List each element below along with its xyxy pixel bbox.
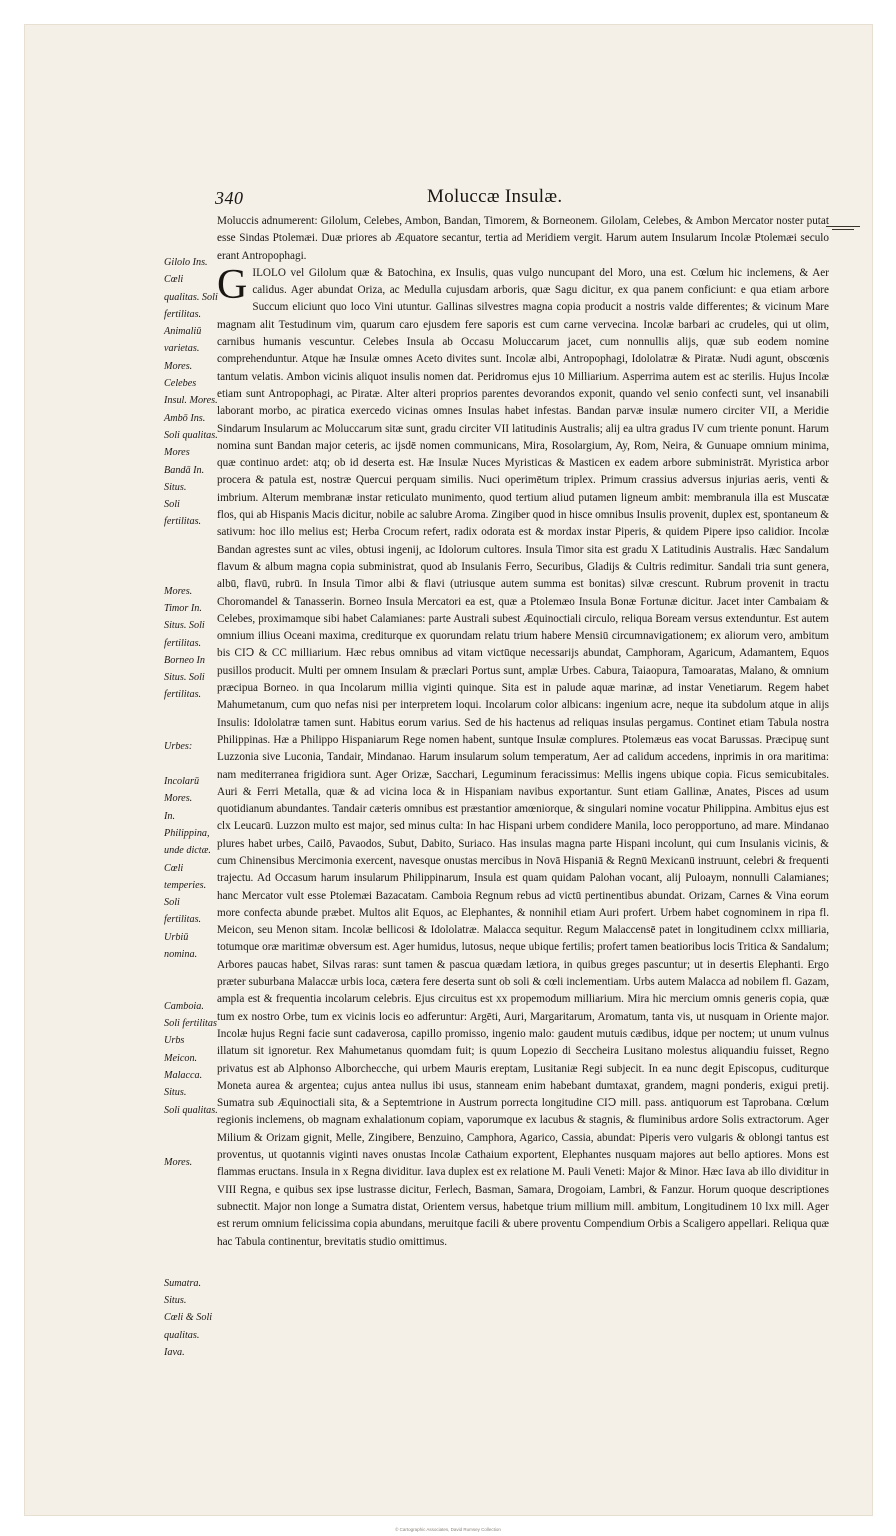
- margin-note: Mores.: [164, 1156, 193, 1168]
- margin-note: Soli qualitas. Mores: [164, 430, 218, 459]
- margin-note: Bandā In.: [164, 464, 205, 476]
- margin-note: Timor In.: [164, 603, 202, 614]
- margin-note: Urbes:: [164, 741, 193, 753]
- margin-note: Cœli temperies.: [164, 862, 207, 891]
- drop-cap-initial: G: [217, 261, 248, 308]
- margin-note: Mores.: [164, 585, 193, 597]
- footer-credit: © Cartographic Associates, David Rumsey Collection: [395, 1527, 501, 1532]
- page-header: [215, 188, 825, 212]
- margin-note: Situs.: [164, 1295, 187, 1306]
- pen-stroke: [826, 226, 860, 227]
- margin-note: Soli qualitas.: [164, 1104, 218, 1116]
- margin-note: Soli fertilitas.: [164, 897, 202, 926]
- intro-paragraph: Moluccis adnumerent: Gilolum, Celebes, Ambon, Bandan, Timorem, & Borneonem. Gilolam, Celebes, & Ambon Mercator noster putat esse Sindas Ptolemæi. Duæ priores ab Æquatore secantur, tertia ad Meridiem vergit. Harum autem Insularum Incolæ Ptolemæi seculo erant Antropophagi.: [217, 215, 829, 262]
- margin-note: Meicon.: [164, 1052, 198, 1064]
- margin-note: Celebes Insul. Mores.: [164, 378, 218, 407]
- main-paragraph-text: ILOLO vel Gilolum quæ & Batochina, ex Insulis, quas vulgo nuncupant del Moro, una est. Cœlum hic inclemens, & Aer calidus. Ager abundat Oriza, ac Medulla cujusdam arboris, quæ Sagu dicitur, ex qua panem conficiunt: e qua etiam arbore Succum eliciunt quo loco Vini utuntur. Gallinas silvestres magna copia producit a nostris valde differentes; & vicinum Mare magnam alit Testudinum vim, quarum caro ejusdem fere saporis est cum carne vervecina. Incolæ barbari ac crudeles, qui ut olim, carnibus humanis vescuntur. Celebes Insula ab Occasu Moluccarum jacet, cum nonnullis alijs, quæ sub eodem nomine comprehenduntur. Atque hæ Insulæ omnes Aceto divites sunt. Incolæ albi, Antropophagi, Idololatræ & Piratæ. Nudi agunt, obscœnis tantum velatis. Ambon vicinis aliquot insulis nomen dat. Peridromus ejus 10 Milliarium. Asperrima autem est ac sterilis. Hujus Incolæ etiam sunt Antropophagi, ac Piratæ. Alter alteri proprios parentes devorandos exponit, quando vel senio confecti sunt, vel insanabili laborant morbo, ac piratica exercedo vicinas omnes Insulas habet infestas. Bandan parvæ insulæ numero circiter VII, a Meridie Sindarum Insularum ac Moluccarum sitæ sunt, gradu circiter VII latitudinis Australis; alij ea ultra gradus IV cum triente ponunt. Harum nomina sunt Bandan major ceteris, ac ijsdē nomen communicans, Mira, Rosolargium, Ay, Rom, Neira, & Gunuape omnium minima, quæ continuo ardet: atq; ob id deserta est. Hæ Insulæ Nuces Myristicas & Masticen ex eadem arbore subministrāt. Myristica arbor procera & patula est, nostræ Quercui perquam similis. Nuci operimētum triplex. Primum crassius adversus injurias aeris, venti & imbrium. Alterum membranæ instar reticulato munimento, quod tertium aliud putamen ligneum ambit: membranula illa est Muscatæ flos, qui ab Hispanis Macis dicitur, nobile ac salubre Aroma. Zingiber quod in hisce omnibus Insulis provenit, duplex est, spontaneum & sativum: hoc illo melius est; Herba Crocum refert, radix odorata est & mordax instar Piperis, & quidem Pipere ipso calidior. Incolæ Bandan agrestes sunt ac viles, obtusi ingenij, ac Idolorum cultores. Insula Timor sita est gradu X Latitudinis Australis. Hæc Sandalum flavum & album magna copia subministrat, quod ab Insulanis Ferro, Securibus, Gladijs & Cultris redimitur. Sandali tria sunt genera, albū, flavū, rubrū. In Insula Timor albi & flavi (utriusque autem summa est bonitas) silvæ crescunt. Rubrum provenit in tractu Choromandel & Tanasserin. Borneo Insula Mercatori ea est, quæ a Ptolemæo Insula Bonæ Fortunæ dicitur. Jacet inter Cambaiam & Celebes, proximamque sibi habet Calamianes: parte Australi subest Æquinoctiali circulo, reliqua Boream versus extenduntur. Est autem omnium illius Oceani maxima, crediturque ex quorundam relatu trium habere Mensiū circumnavigationem; ex aliorum vero, ambitum bis CIↃ & CC milliarium. Hæc rebus omnibus ad vitam victūque necessarijs abundat, Camphoram, Agaricum, Adamantem, Equos pusillos producit. Multi per omnem Insulam & præclari Portus sunt, amplæ Urbes. Cabura, Taiaopura, Tamoaratas, Malano, & omnium præcipua Borneo. in qua Incolarum millia viginti quinque. Sita est in palude aquæ marinæ, ad instar Venetiarum. Regem habet Mahumetanum, cum quo nefas nisi per interpretem loqui. Incolarum color albicans: ingenium acre, neque ita subdolum atque in alijs Insulis: Idololatræ tamen sunt. Habitus eorum varius. Sed de his hactenus ad reliquas insulas pergamus. Continet etiam Tabula nostra Philippinas. Hæ a Philippo Hispaniarum Rege nomen habent, suntque Insulæ complures. Ptolemæus eas vocat Barussas. Præcipuę sunt Luzzonia sive Luconia, Tandair, Mindanao. Harum insularum solum temperatum, Aer ad calidum accedens, inprimis in ora maritima: nam mediterranea frigidiora sunt. Ager Orizæ, Sacchari, Leguminum feracissimus: Mellis ingens ubique copia. Ficus semicubitales. Auri & Ferri Metalla, quæ & ad vicina loca & in Hispaniam navibus exportantur. Sunt etiam Gallinæ, Anates, Pisces ad usum quotidianum abundantes. Tandair cæteris omnibus est præstantior amœniorque, & singulari nomine vocatur Philippina. Ambitus ejus est clx Leucarū. Luzzon multo est major, sed minus culta: In hac Hispani urbem condidere Manila, loco peropportuno, ad mare. Mindanao plures habet urbes, Cailō, Pavaodos, Subut, Dabito, Suriaco. Has insulas magna parte Hispani incolunt, qui cum Insulanis vicinis, & cum Chinensibus Mercimonia exercent, navesque onustas mercibus in Novā Hispaniā & Regnū Mexicanū instruunt, celebri & frequenti trajectu. Ad Occasum harum insularum Philippinarum, Insula est quam quidam Palohan vocant, alij Puloaym, nonnulli Calamianes; hanc Mercator vult esse Ptolemæi Bazacatam. Camboia Regnum rebus ad victū pertinentibus abundat. Orizam, Carnes & Vina eorum more confecta abunde præbet. Multos alit Equos, ac Elephantes, & nonnihil etiam Auri profert. Urbem habet cognominem in ripa fl. Meicon, seu Menon sitam. Incolæ bellicosi & Idololatræ. Malacca sequitur. Regum Malaccensē patet in longitudinem cclxx milliaria, totumque oræ maritimæ obversum est. Ager humidus, lutosus, neque ubique fertilis; profert tamen beatioribus locis Tritica & Sandalum; Arbores paucas habet, Silvas raras: sunt tamen & pascua quædam lætiora, in quibus greges pascuntur; ut in desertis Elephanti. Ergo præter suburbana Malaccæ urbis loca, cætera fere deserta sunt ob soli & cœli inclementiam. Urbs autem Malacca ad nobilem fl. Gazam, ampla est & frequentia incolarum celebris. Ejus circuitus est xx propemodum milliarium. Mira hic mercium omnis generis copia, quæ tum ex nostro Orbe, tum ex vicinis locis eo adferuntur: Argēti, Auri, Margaritarum, Aromatum, tanta vis, ut nusquam in Oriente major. Incolæ hujus Regni facie sunt cadaverosa, capillo promisso, ingenio malo: gaudent mutuis cædibus, idque per noctem; ut unum vulnus illatum sit ignoretur. Rex Mahumetanus quomdam fuit; is quum Lopezio di Seccheira Lusitano molestus aliquandiu fuisset, Regno privatus est ab Alphonso Alborchecche, qui urbem Mauris ereptam, Lusitaniæ Regi subjecit. In ea nunc degit Episcopus, cuditurque Moneta aurea & argentea; cujus antea nullus ibi usus, stanneam enim habebant dumtaxat, grandem, magni ponderis, exigui pretij. Sumatra sub Æquinoctiali sita, & a Septemtrione in Austrum porrecta longitudine CIↃ mill. pass. antiquorum est Taprobana. Cœlum regionis inclemens, ob magnam exhalationum copiam, vaporumque ex lacubus & stagnis, & fluminibus ardore Solis extractorum. Ager Milium & Orizam gignit, Melle, Zingibere, Benzuino, Camphora, Agarico, Cassia, abundat: Piperis vero vulgaris & oblongi tantus est proventus, ut quotannis viginti naves onustas Incolæ Cathaium exportent, Elephantes nusquam majores aut bello aptiores. Mons est flammas eructans. Insula in x Regna dividitur. Iava duplex est ex relatione M. Pauli Veneti: Major & Minor. Hæc Iava ab illo dividitur in VIII Regna, e quibus sex ipse lustrasse dicitur, Ferlech, Basman, Samara, Drogoiam, Lambri, & Fanzur. Horum quoque descriptiones subnectit. Major non longe a Sumatra distat, Orientem versus, habetque trium millium mill. ambitum, Longitudinem 10 lxx mill. Ager est rerum omnium felicissima copia abundans, meruitque facili & ubere proventu Compendium Orbis a Scaligero appellari. Reliqua quæ hac Tabula continentur, brevitatis studio omittimus.: [217, 266, 829, 1248]
- margin-note: Urbiū nomina.: [164, 931, 198, 960]
- margin-note: Ambō Ins.: [164, 412, 206, 424]
- margin-note: Situs.: [164, 481, 187, 493]
- margin-note: Sumatra.: [164, 1277, 202, 1289]
- margin-note: Situs. Soli fertilitas.: [164, 672, 205, 701]
- margin-note: Mores.: [164, 360, 193, 372]
- margin-note: Cœli qualitas. Soli fertilitas.: [164, 274, 218, 320]
- margin-note: Borneo In: [164, 654, 206, 666]
- margin-note: Situs.: [164, 1087, 187, 1099]
- main-paragraph: [217, 261, 829, 1251]
- margin-note: Malacca.: [164, 1070, 203, 1082]
- margin-note: Situs. Soli fertilitas.: [164, 620, 205, 649]
- pen-stroke: [832, 229, 854, 230]
- margin-note: Iava.: [164, 1346, 185, 1358]
- page-number: 340: [215, 188, 244, 208]
- body-text: [217, 213, 829, 1251]
- margin-note: In. Philippina, unde dictæ.: [164, 810, 211, 857]
- running-title: Moluccæ Insulæ.: [427, 186, 563, 207]
- margin-note: Incolarū Mores.: [164, 776, 200, 805]
- margin-note: Cœli & Soli qualitas.: [164, 1312, 213, 1341]
- pen-mark: [826, 226, 860, 230]
- margin-note: Soli fertilitas.: [164, 499, 202, 528]
- margin-note: Soli fertilitas Urbs: [164, 1018, 217, 1047]
- margin-note: Camboia.: [164, 1000, 204, 1012]
- margin-note: Animaliū varietas.: [164, 326, 202, 355]
- margin-note: Gilolo Ins.: [164, 257, 208, 268]
